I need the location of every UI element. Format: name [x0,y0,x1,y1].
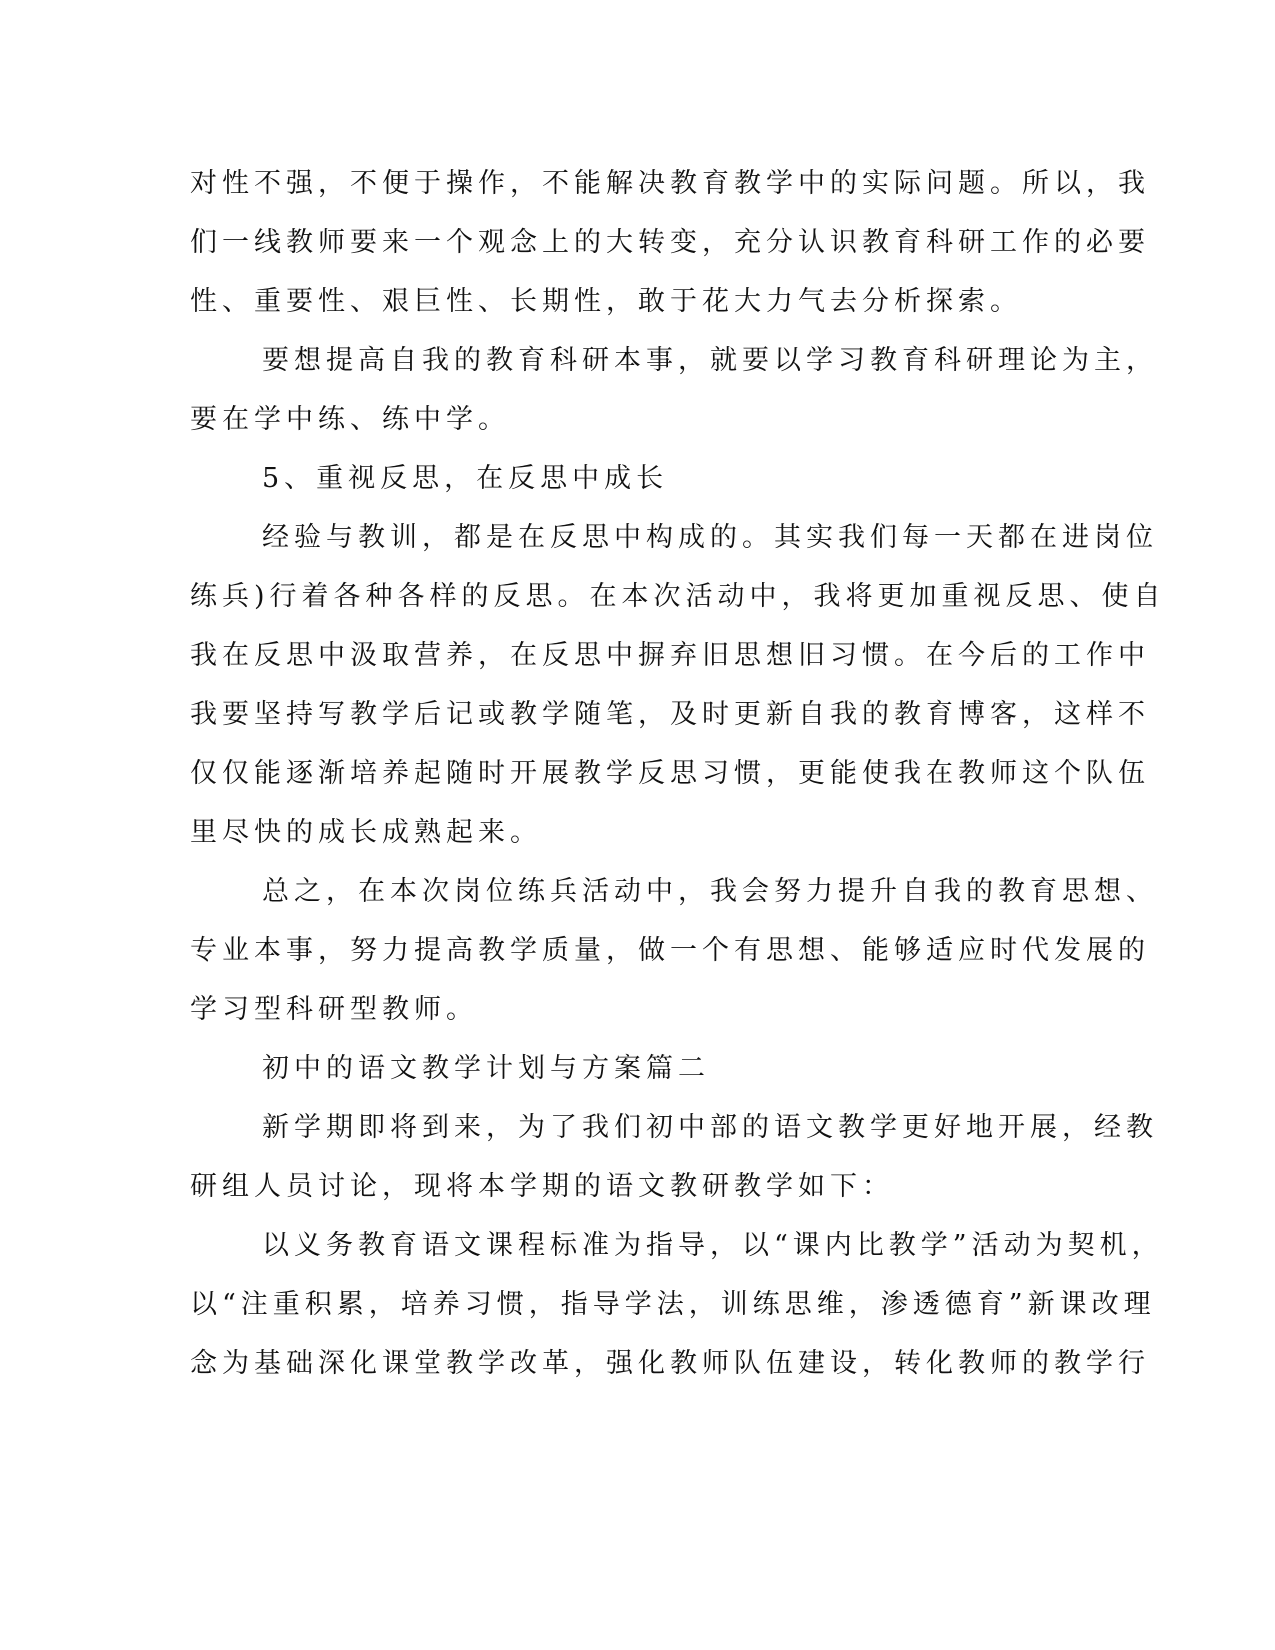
text-line-11: 仅仅能逐渐培养起随时开展教学反思习惯，更能使我在教师这个队伍 [190,758,1150,789]
text-line-10: 我要坚持写教学后记或教学随笔，及时更新自我的教育博客，这样不 [190,699,1150,730]
text-line-2: 们一线教师要来一个观念上的大转变，充分认识教育科研工作的必要 [190,227,1150,258]
text-line-8: 练兵)行着各种各样的反思。在本次活动中，我将更加重视反思、使自 [190,581,1166,612]
text-line-13: 总之，在本次岗位练兵活动中，我会努力提升自我的教育思想、 [262,876,1158,907]
text-line-17: 新学期即将到来，为了我们初中部的语文教学更好地开展，经教 [262,1112,1158,1143]
text-line-15: 学习型科研型教师。 [190,994,478,1025]
text-line-7: 经验与教训，都是在反思中构成的。其实我们每一天都在进岗位 [262,522,1158,553]
text-line-14: 专业本事，努力提高教学质量，做一个有思想、能够适应时代发展的 [190,935,1150,966]
text-line-21: 念为基础深化课堂教学改革，强化教师队伍建设，转化教师的教学行 [190,1348,1150,1379]
text-line-18: 研组人员讨论，现将本学期的语文教研教学如下： [190,1171,894,1202]
text-line-3: 性、重要性、艰巨性、长期性，敢于花大力气去分析探索。 [190,286,1022,317]
text-line-19: 以义务教育语文课程标准为指导，以“课内比教学”活动为契机， [262,1230,1164,1261]
text-line-1: 对性不强，不便于操作，不能解决教育教学中的实际问题。所以，我 [190,168,1150,199]
section-heading: 5、重视反思，在反思中成长 [262,463,669,494]
article-title: 初中的语文教学计划与方案篇二 [262,1053,710,1084]
text-line-5: 要在学中练、练中学。 [190,404,510,435]
text-line-20: 以“注重积累，培养习惯，指导学法，训练思维，渗透德育”新课改理 [190,1289,1156,1320]
text-line-4: 要想提高自我的教育科研本事，就要以学习教育科研理论为主， [262,345,1158,376]
text-line-12: 里尽快的成长成熟起来。 [190,817,542,848]
text-line-9: 我在反思中汲取营养，在反思中摒弃旧思想旧习惯。在今后的工作中 [190,640,1150,671]
